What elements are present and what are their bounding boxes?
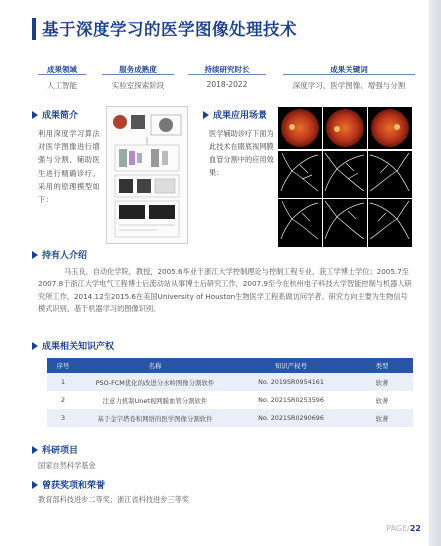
- meta-divider: [188, 74, 266, 75]
- meta-value: 人工智能: [47, 81, 77, 90]
- cell-id: No. 2021SR0253596: [231, 391, 351, 409]
- meta-field: [38, 64, 86, 91]
- page-number: [386, 524, 421, 533]
- model-diagram-figure: [107, 107, 187, 243]
- page-number-value: 22: [409, 524, 421, 533]
- fundus-image: [281, 109, 319, 147]
- meta-key: 成果关键词: [330, 65, 368, 74]
- section-awards-heading: [32, 478, 105, 491]
- section-project-heading: [32, 443, 78, 456]
- cell-id: No. 2021SR0290696: [231, 409, 351, 427]
- column-header: 名称: [79, 358, 231, 373]
- page-title: 基于深度学习的医学图像处理技术: [42, 20, 297, 39]
- section-label: 成果相关知识产权: [42, 342, 115, 352]
- project-text: 国家自然科学基金: [38, 461, 96, 470]
- triangle-bullet-icon: [32, 481, 38, 489]
- triangle-bullet-icon: [32, 251, 38, 259]
- table-header-row: [47, 358, 413, 373]
- section-application-heading: [203, 108, 267, 121]
- table-row: [47, 409, 413, 427]
- cell-type: 软著: [351, 409, 413, 427]
- title-accent-bar: [32, 18, 36, 40]
- meta-maturity: [102, 64, 174, 91]
- cell-name: 注意力机制Unet视网膜血管分割软件: [79, 391, 231, 409]
- section-label: 成果简介: [42, 111, 79, 121]
- triangle-bullet-icon: [32, 111, 38, 119]
- awards-text: 教育部科技进步二等奖；浙江省科技进步三等奖: [38, 495, 189, 504]
- page-prefix: PAGE/: [386, 524, 410, 533]
- meta-duration: [188, 64, 266, 89]
- meta-divider: [102, 74, 174, 75]
- cell-type: 软著: [351, 391, 413, 409]
- triangle-bullet-icon: [203, 111, 209, 119]
- column-header: 类型: [351, 358, 413, 373]
- cell-id: No. 2019SR0954161: [231, 373, 351, 391]
- application-text: 医学辅助诊疗下面为此技术在眼底视网膜血管分割中的应用效果：: [209, 129, 274, 177]
- section-intro-heading: [32, 108, 78, 121]
- intro-text: 利用深度学习算法对医学图像进行增强与分割，辅助医生进行精确诊疗。采用的原理模型如下：: [38, 129, 101, 205]
- cell-no: 3: [47, 409, 79, 427]
- meta-key: 成果领域: [47, 65, 77, 74]
- triangle-bullet-icon: [32, 446, 38, 454]
- cell-type: 软著: [351, 373, 413, 391]
- meta-divider: [38, 74, 86, 75]
- cell-name: PSO-FCM优化的改进分水岭图像分割软件: [79, 373, 231, 391]
- holder-bio: 马玉良，自动化学院，教授，2005.6毕业于浙江大学控制理论与控制工程专业，获工学博士学位；2005.7至2007.8于浙江大学电气工程博士后流动站从事博士后研究工作，2007.9至今在杭州电子科技大学智能控制与机器人研究所工作，2014.12至2015.6在美国University of Houston生物医学工程系做访问学者。研究方向主要为生物信号模式识别、基于机器学习的图像识别。: [38, 267, 412, 314]
- section-holder-heading: [32, 248, 87, 261]
- section-ip-heading: [32, 339, 114, 352]
- meta-value: 2018-2022: [206, 80, 248, 89]
- triangle-bullet-icon: [32, 342, 38, 350]
- fundus-image: [371, 109, 409, 147]
- column-header: 知识产权号: [231, 358, 351, 373]
- section-label: 科研项目: [42, 446, 79, 456]
- retina-segmentation-results: [278, 107, 412, 247]
- table-row: [47, 391, 413, 409]
- fundus-image: [326, 109, 364, 147]
- cell-no: 1: [47, 373, 79, 391]
- section-label: 曾获奖项和荣誉: [42, 481, 106, 491]
- table-row: [47, 373, 413, 391]
- cell-no: 2: [47, 391, 79, 409]
- page-edge: [429, 0, 441, 546]
- column-header: 序号: [47, 358, 79, 373]
- meta-divider: [283, 74, 415, 75]
- section-label: 持有人介绍: [42, 251, 88, 261]
- meta-key: 服务成熟度: [119, 65, 157, 74]
- model-diagram: [106, 106, 188, 244]
- section-label: 成果应用场景: [213, 111, 268, 121]
- ip-table: [47, 358, 413, 427]
- meta-keywords: [283, 64, 415, 91]
- cell-name: 基于金字塔卷积网络的医学图像分割软件: [79, 409, 231, 427]
- meta-key: 持续研究时长: [204, 65, 250, 74]
- meta-value: 实验室探索阶段: [111, 81, 165, 90]
- meta-value: 深度学习、医学图像、增强与分割: [292, 81, 406, 90]
